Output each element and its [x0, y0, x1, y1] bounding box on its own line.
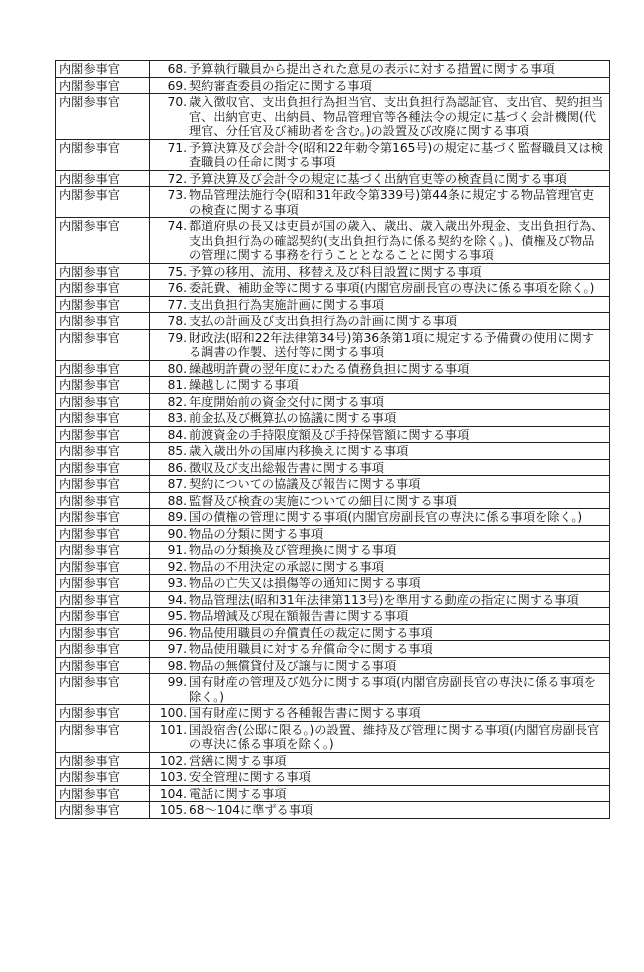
item-number: 86. [167, 460, 187, 475]
item-number: 83. [167, 411, 187, 425]
item-line [153, 576, 606, 591]
item-number: 85. [167, 444, 187, 458]
item-number: 98. [167, 658, 187, 673]
office-cell: 内閣参事官 [56, 674, 150, 705]
item-cell [150, 525, 610, 542]
table-row [56, 542, 610, 559]
item-cell [150, 476, 610, 493]
item-line [153, 675, 606, 704]
item-number: 96. [167, 625, 187, 640]
item-number: 95. [167, 609, 187, 623]
item-line [153, 378, 606, 393]
item-text: 電話に関する事項 [189, 786, 287, 801]
item-text: 契約についての協議及び報告に関する事項 [189, 477, 421, 491]
item-text: 監督及び検査の実施についての細目に関する事項 [189, 493, 457, 508]
item-line [153, 593, 606, 608]
table-row [56, 329, 610, 360]
item-line [153, 461, 606, 476]
item-number: 93. [167, 576, 187, 590]
item-text: 歳入歳出外の国庫内移換えに関する事項 [189, 444, 409, 458]
office-cell: 内閣参事官 [56, 410, 150, 427]
item-text: 物品管理法(昭和31年法律第113号)を準用する動産の指定に関する事項 [189, 592, 579, 607]
item-line [153, 494, 606, 509]
table-row [56, 280, 610, 297]
item-line [153, 444, 606, 459]
office-cell: 内閣参事官 [56, 492, 150, 509]
office-cell: 内閣参事官 [56, 476, 150, 493]
item-number: 70. [167, 95, 187, 109]
item-cell [150, 459, 610, 476]
item-line [153, 411, 606, 426]
office-cell: 内閣参事官 [56, 624, 150, 641]
item-cell [150, 575, 610, 592]
office-cell: 内閣参事官 [56, 187, 150, 218]
office-cell: 内閣参事官 [56, 170, 150, 187]
office-cell: 内閣参事官 [56, 558, 150, 575]
item-cell [150, 360, 610, 377]
table-row [56, 769, 610, 786]
item-text: 財政法(昭和22年法律第34号)第36条第1項に規定する予備費の使用に関する調書の作製、送付等に関する事項 [189, 330, 595, 359]
table-row [56, 61, 610, 78]
item-line [153, 428, 606, 443]
item-line [153, 62, 606, 77]
table-body [56, 61, 610, 819]
table-row [56, 263, 610, 280]
item-cell [150, 218, 610, 264]
item-line [153, 560, 606, 575]
item-text: 物品の無償貸付及び譲与に関する事項 [189, 658, 397, 673]
item-line [153, 527, 606, 542]
office-cell: 内閣参事官 [56, 608, 150, 625]
item-line [153, 141, 606, 170]
item-line [153, 770, 606, 785]
item-text: 物品の分類換及び管理換に関する事項 [189, 543, 397, 557]
table-row [56, 674, 610, 705]
item-number: 101. [159, 722, 187, 737]
item-number: 104. [159, 786, 187, 801]
item-text: 68～104に準ずる事項 [189, 803, 314, 817]
delegation-table [55, 60, 610, 819]
office-cell: 内閣参事官 [56, 657, 150, 674]
item-cell [150, 296, 610, 313]
office-cell: 内閣参事官 [56, 721, 150, 752]
table-row [56, 705, 610, 722]
item-number: 71. [167, 140, 187, 155]
office-cell: 内閣参事官 [56, 393, 150, 410]
table-row [56, 657, 610, 674]
item-text: 歳入徴収官、支出負担行為担当官、支出負担行為認証官、支出官、契約担当官、出納官吏、出納員、物品管理官等各種法令の規定に基づく会計機関(代理官、分任官及び補助者を含む。)の設置及び改廃に関する事項 [189, 95, 604, 138]
item-text: 安全管理に関する事項 [189, 770, 311, 784]
item-number: 75. [167, 264, 187, 279]
table-row [56, 575, 610, 592]
table-row [56, 525, 610, 542]
item-line [153, 362, 606, 377]
office-cell: 内閣参事官 [56, 525, 150, 542]
item-text: 支払の計画及び支出負担行為の計画に関する事項 [189, 314, 458, 328]
item-line [153, 543, 606, 558]
table-row [56, 313, 610, 330]
item-cell [150, 263, 610, 280]
item-text: 国有財産の管理及び処分に関する事項(内閣官房副長官の専決に係る事項を除く。) [189, 675, 596, 704]
item-number: 72. [167, 171, 187, 186]
item-cell [150, 426, 610, 443]
item-text: 予算決算及び会計令(昭和22年勅令第165号)の規定に基づく監督職員又は検査職員の任命に関する事項 [189, 140, 603, 169]
item-line [153, 626, 606, 641]
office-cell: 内閣参事官 [56, 459, 150, 476]
item-text: 都道府県の長又は吏員が国の歳入、歳出、歳入歳出外現金、支出負担行為、支出負担行為の確認契約(支出負担行為に係る契約を除く。)、債権及び物品の管理に関する事務を行うこととなることに関する事項 [189, 219, 604, 262]
item-text: 物品使用職員に対する弁償命令に関する事項 [189, 642, 433, 656]
table-row [56, 721, 610, 752]
item-cell [150, 170, 610, 187]
table-row [56, 624, 610, 641]
item-line [153, 477, 606, 492]
office-cell: 内閣参事官 [56, 575, 150, 592]
item-cell [150, 752, 610, 769]
item-cell [150, 674, 610, 705]
item-number: 80. [167, 361, 187, 376]
office-cell: 内閣参事官 [56, 61, 150, 78]
item-cell [150, 313, 610, 330]
item-cell [150, 61, 610, 78]
item-line [153, 95, 606, 139]
table-row [56, 802, 610, 819]
table-row [56, 443, 610, 460]
table-row [56, 393, 610, 410]
office-cell: 内閣参事官 [56, 77, 150, 94]
item-cell [150, 608, 610, 625]
item-text: 年度開始前の資金交付に関する事項 [189, 394, 384, 409]
item-cell [150, 591, 610, 608]
item-text: 物品増減及び現在額報告書に関する事項 [189, 609, 409, 623]
item-cell [150, 443, 610, 460]
table-row [56, 139, 610, 170]
item-text: 物品の分類に関する事項 [189, 526, 324, 541]
office-cell: 内閣参事官 [56, 263, 150, 280]
item-line [153, 172, 606, 187]
office-cell: 内閣参事官 [56, 802, 150, 819]
item-text: 物品の不用決定の承認に関する事項 [189, 559, 384, 574]
item-line [153, 314, 606, 329]
item-number: 84. [167, 427, 187, 442]
table-row [56, 752, 610, 769]
item-number: 69. [167, 78, 187, 93]
table-row [56, 426, 610, 443]
item-number: 100. [159, 706, 187, 720]
item-text: 予算執行職員から提出された意見の表示に対する措置に関する事項 [189, 62, 555, 76]
item-cell [150, 769, 610, 786]
item-text: 支出負担行為実施計画に関する事項 [189, 297, 384, 312]
item-line [153, 787, 606, 802]
office-cell: 内閣参事官 [56, 542, 150, 559]
item-text: 前金払及び概算払の協議に関する事項 [189, 411, 397, 425]
item-cell [150, 77, 610, 94]
table-row [56, 170, 610, 187]
item-text: 国の債権の管理に関する事項(内閣官房副長官の専決に係る事項を除く。) [189, 510, 583, 524]
item-number: 76. [167, 281, 187, 295]
item-cell [150, 139, 610, 170]
item-text: 繰越明許費の翌年度にわたる債務負担に関する事項 [189, 361, 470, 376]
office-cell: 内閣参事官 [56, 280, 150, 297]
item-line [153, 281, 606, 296]
office-cell: 内閣参事官 [56, 591, 150, 608]
item-number: 102. [159, 753, 187, 768]
office-cell: 内閣参事官 [56, 329, 150, 360]
item-text: 国設宿舎(公邸に限る。)の設置、維持及び管理に関する事項(内閣官房副長官の専決に係る事項を除く。) [189, 722, 600, 751]
office-cell: 内閣参事官 [56, 785, 150, 802]
item-number: 79. [167, 330, 187, 345]
item-number: 87. [167, 477, 187, 491]
table-row [56, 492, 610, 509]
table-row [56, 608, 610, 625]
item-line [153, 659, 606, 674]
item-number: 68. [167, 62, 187, 76]
table-row [56, 558, 610, 575]
item-number: 78. [167, 314, 187, 328]
office-cell: 内閣参事官 [56, 377, 150, 394]
item-cell [150, 280, 610, 297]
item-text: 委託費、補助金等に関する事項(内閣官房副長官の専決に係る事項を除く。) [189, 281, 595, 295]
item-number: 73. [167, 188, 187, 202]
table-row [56, 641, 610, 658]
item-cell [150, 721, 610, 752]
table-row [56, 94, 610, 140]
item-text: 予算の移用、流用、移替え及び科目設置に関する事項 [189, 264, 482, 279]
office-cell: 内閣参事官 [56, 360, 150, 377]
item-number: 74. [167, 219, 187, 233]
office-cell: 内閣参事官 [56, 313, 150, 330]
office-cell: 内閣参事官 [56, 641, 150, 658]
item-cell [150, 558, 610, 575]
item-text: 前渡資金の手持限度額及び手持保管額に関する事項 [189, 427, 470, 442]
item-cell [150, 785, 610, 802]
item-cell [150, 377, 610, 394]
item-cell [150, 705, 610, 722]
office-cell: 内閣参事官 [56, 94, 150, 140]
item-text: 予算決算及び会計令の規定に基づく出納官吏等の検査員に関する事項 [189, 171, 567, 186]
item-number: 99. [167, 675, 187, 689]
item-line [153, 510, 606, 525]
item-cell [150, 657, 610, 674]
item-number: 77. [167, 297, 187, 312]
office-cell: 内閣参事官 [56, 705, 150, 722]
item-number: 94. [167, 592, 187, 607]
item-text: 物品の亡失又は損傷等の通知に関する事項 [189, 576, 421, 590]
item-cell [150, 94, 610, 140]
table-row [56, 360, 610, 377]
item-text: 契約審査委員の指定に関する事項 [189, 78, 372, 93]
office-cell: 内閣参事官 [56, 296, 150, 313]
item-line [153, 803, 606, 818]
item-text: 国有財産に関する各種報告書に関する事項 [189, 706, 421, 720]
office-cell: 内閣参事官 [56, 443, 150, 460]
item-cell [150, 641, 610, 658]
item-line [153, 609, 606, 624]
item-line [153, 79, 606, 94]
item-number: 82. [167, 394, 187, 409]
table-row [56, 591, 610, 608]
table-row [56, 296, 610, 313]
item-line [153, 331, 606, 360]
item-cell [150, 329, 610, 360]
item-line [153, 395, 606, 410]
item-cell [150, 492, 610, 509]
item-text: 物品使用職員の弁償責任の裁定に関する事項 [189, 625, 433, 640]
office-cell: 内閣参事官 [56, 218, 150, 264]
office-cell: 内閣参事官 [56, 426, 150, 443]
item-line [153, 706, 606, 721]
item-number: 81. [167, 378, 187, 392]
item-text: 物品管理法施行令(昭和31年政令第339号)第44条に規定する物品管理官吏の検査に関する事項 [189, 188, 595, 217]
office-cell: 内閣参事官 [56, 139, 150, 170]
office-cell: 内閣参事官 [56, 769, 150, 786]
table-row [56, 476, 610, 493]
item-line [153, 754, 606, 769]
item-number: 89. [167, 510, 187, 524]
item-number: 103. [159, 770, 187, 784]
item-line [153, 298, 606, 313]
item-cell [150, 410, 610, 427]
item-line [153, 265, 606, 280]
item-line [153, 188, 606, 217]
item-text: 徴収及び支出総報告書に関する事項 [189, 460, 384, 475]
item-line [153, 642, 606, 657]
item-number: 88. [167, 493, 187, 508]
table-row [56, 377, 610, 394]
item-number: 105. [159, 803, 187, 817]
table-row [56, 459, 610, 476]
item-number: 92. [167, 559, 187, 574]
office-cell: 内閣参事官 [56, 752, 150, 769]
item-number: 91. [167, 543, 187, 557]
table-row [56, 509, 610, 526]
item-cell [150, 187, 610, 218]
table-row [56, 785, 610, 802]
item-cell [150, 624, 610, 641]
item-text: 繰越しに関する事項 [189, 378, 299, 392]
item-line [153, 219, 606, 263]
table-row [56, 218, 610, 264]
item-cell [150, 542, 610, 559]
office-cell: 内閣参事官 [56, 509, 150, 526]
item-number: 97. [167, 642, 187, 656]
item-number: 90. [167, 526, 187, 541]
item-line [153, 723, 606, 752]
table-row [56, 410, 610, 427]
table-row [56, 77, 610, 94]
item-cell [150, 393, 610, 410]
table-row [56, 187, 610, 218]
item-text: 営繕に関する事項 [189, 753, 287, 768]
item-cell [150, 802, 610, 819]
item-cell [150, 509, 610, 526]
